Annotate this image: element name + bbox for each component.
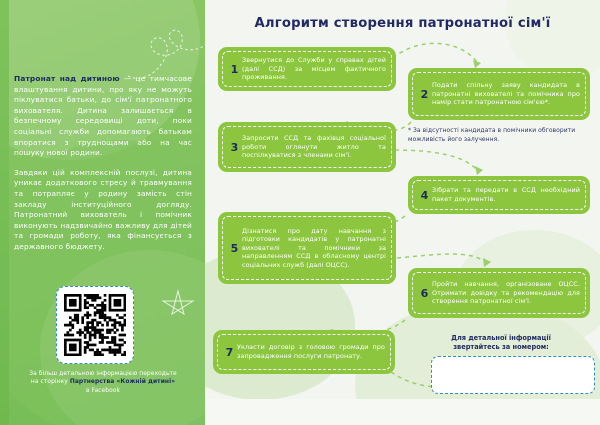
qr-code-image (64, 294, 126, 356)
step-number-3: 3 (230, 140, 239, 154)
paragraph-benefits-body: Завдяки цій комплексній послузі, дитина уникає додаткового стресу й травмування та потрапляє у родину замість стін закладу інституційного догляду. Патронатний вихователь і помічник виконують надзвичайно важливу для дітей та громади роботу, яка фінансується з державного бюджету. (14, 167, 192, 251)
contact-heading (408, 334, 594, 353)
page-title: Алгоритм створення патронатної сім'ї (254, 16, 551, 31)
step-box-3[interactable] (218, 122, 396, 172)
step-box-7[interactable] (213, 330, 395, 374)
step-number-5: 5 (230, 241, 239, 255)
right-bottom-band (205, 399, 600, 425)
star-doodle-icon (158, 288, 198, 328)
paragraph-definition-body: — це тимчасове влаштування дитини, про яку не можуть піклуватися батьки, до сім'ї патронатного вихователя. Дитина залишається в безпечному середовищі доти, поки соціальні служби допомагають батькам впоратися з труднощами або на час пошуку нової родини. (14, 74, 192, 158)
left-footer-text (10, 370, 196, 395)
right-algorithm-panel (205, 0, 600, 425)
arrow-3-to-4 (395, 150, 477, 170)
step-box-5[interactable] (218, 212, 396, 284)
left-body-text (14, 74, 192, 262)
step-text-5: Дізнатися про дату навчання з підготовки кандидатів у патронатні вихователі та помічники за направленням ССД в обласному центрі соціальних служб (далі ОЦСС). (242, 226, 386, 269)
contact-heading-line-2: звертайтесь за номером: (453, 343, 549, 352)
step-box-1[interactable] (218, 47, 396, 91)
step-box-6[interactable] (408, 268, 590, 318)
paragraph-definition-lead: Патронат над дитиною (14, 74, 120, 83)
contact-heading-line-1: Для детальної інформації (451, 334, 551, 342)
step-number-1: 1 (230, 62, 239, 76)
step-box-4[interactable] (408, 176, 590, 214)
footer-page-name: Партнерства «Кожній дитині» (69, 379, 176, 386)
arrowhead-3-to-4 (475, 166, 483, 175)
step-box-2[interactable] (408, 68, 590, 120)
step-text-7: Укласти договір з головою громади про запровадження послуги патронату. (237, 343, 385, 360)
step-text-1: Звернутися до Служби у справах дітей (далі ССД) за місцем фактичного проживання. (242, 56, 386, 82)
arrowhead-1-to-2 (473, 60, 481, 68)
footnote-text: * За відсутності кандидата в помічники обговорити можливість його залучення. (408, 127, 576, 143)
paragraph-definition (14, 74, 192, 159)
left-edge-strip (0, 0, 9, 425)
paragraph-benefits (14, 168, 192, 253)
step-number-7: 7 (225, 345, 234, 359)
footer-line-3: в Facebook (85, 387, 121, 394)
footer-line-1: За більш детальною інформацією переходьте (29, 371, 177, 377)
arrow-1-to-2 (393, 43, 477, 62)
step-text-2: Подати спільну заяву кандидата в патронатні вихователі та помічника про намір стати патронатною сім'єю*. (432, 81, 580, 107)
step-number-4: 4 (420, 188, 429, 202)
qr-code[interactable] (56, 286, 134, 364)
step-text-3: Запросити ССД та фахівця соціальної роботи оглянути житло та поспілкуватися з членами сім'ї. (242, 134, 386, 160)
contact-number-field[interactable] (431, 356, 595, 394)
heart-doodle-icon (126, 18, 205, 80)
step-number-6: 6 (420, 286, 429, 300)
footer-line-2-prefix: на сторінку (30, 379, 70, 386)
step-text-4: Зібрати та передати в ССД необхідний пакет документів. (432, 186, 580, 203)
step-number-2: 2 (420, 87, 429, 101)
step-text-6: Пройти навчання, організоване ОЦСС. Отримати довідку та рекомендацію для створення патронатної сім'ї. (432, 280, 580, 306)
left-info-panel (0, 0, 205, 425)
